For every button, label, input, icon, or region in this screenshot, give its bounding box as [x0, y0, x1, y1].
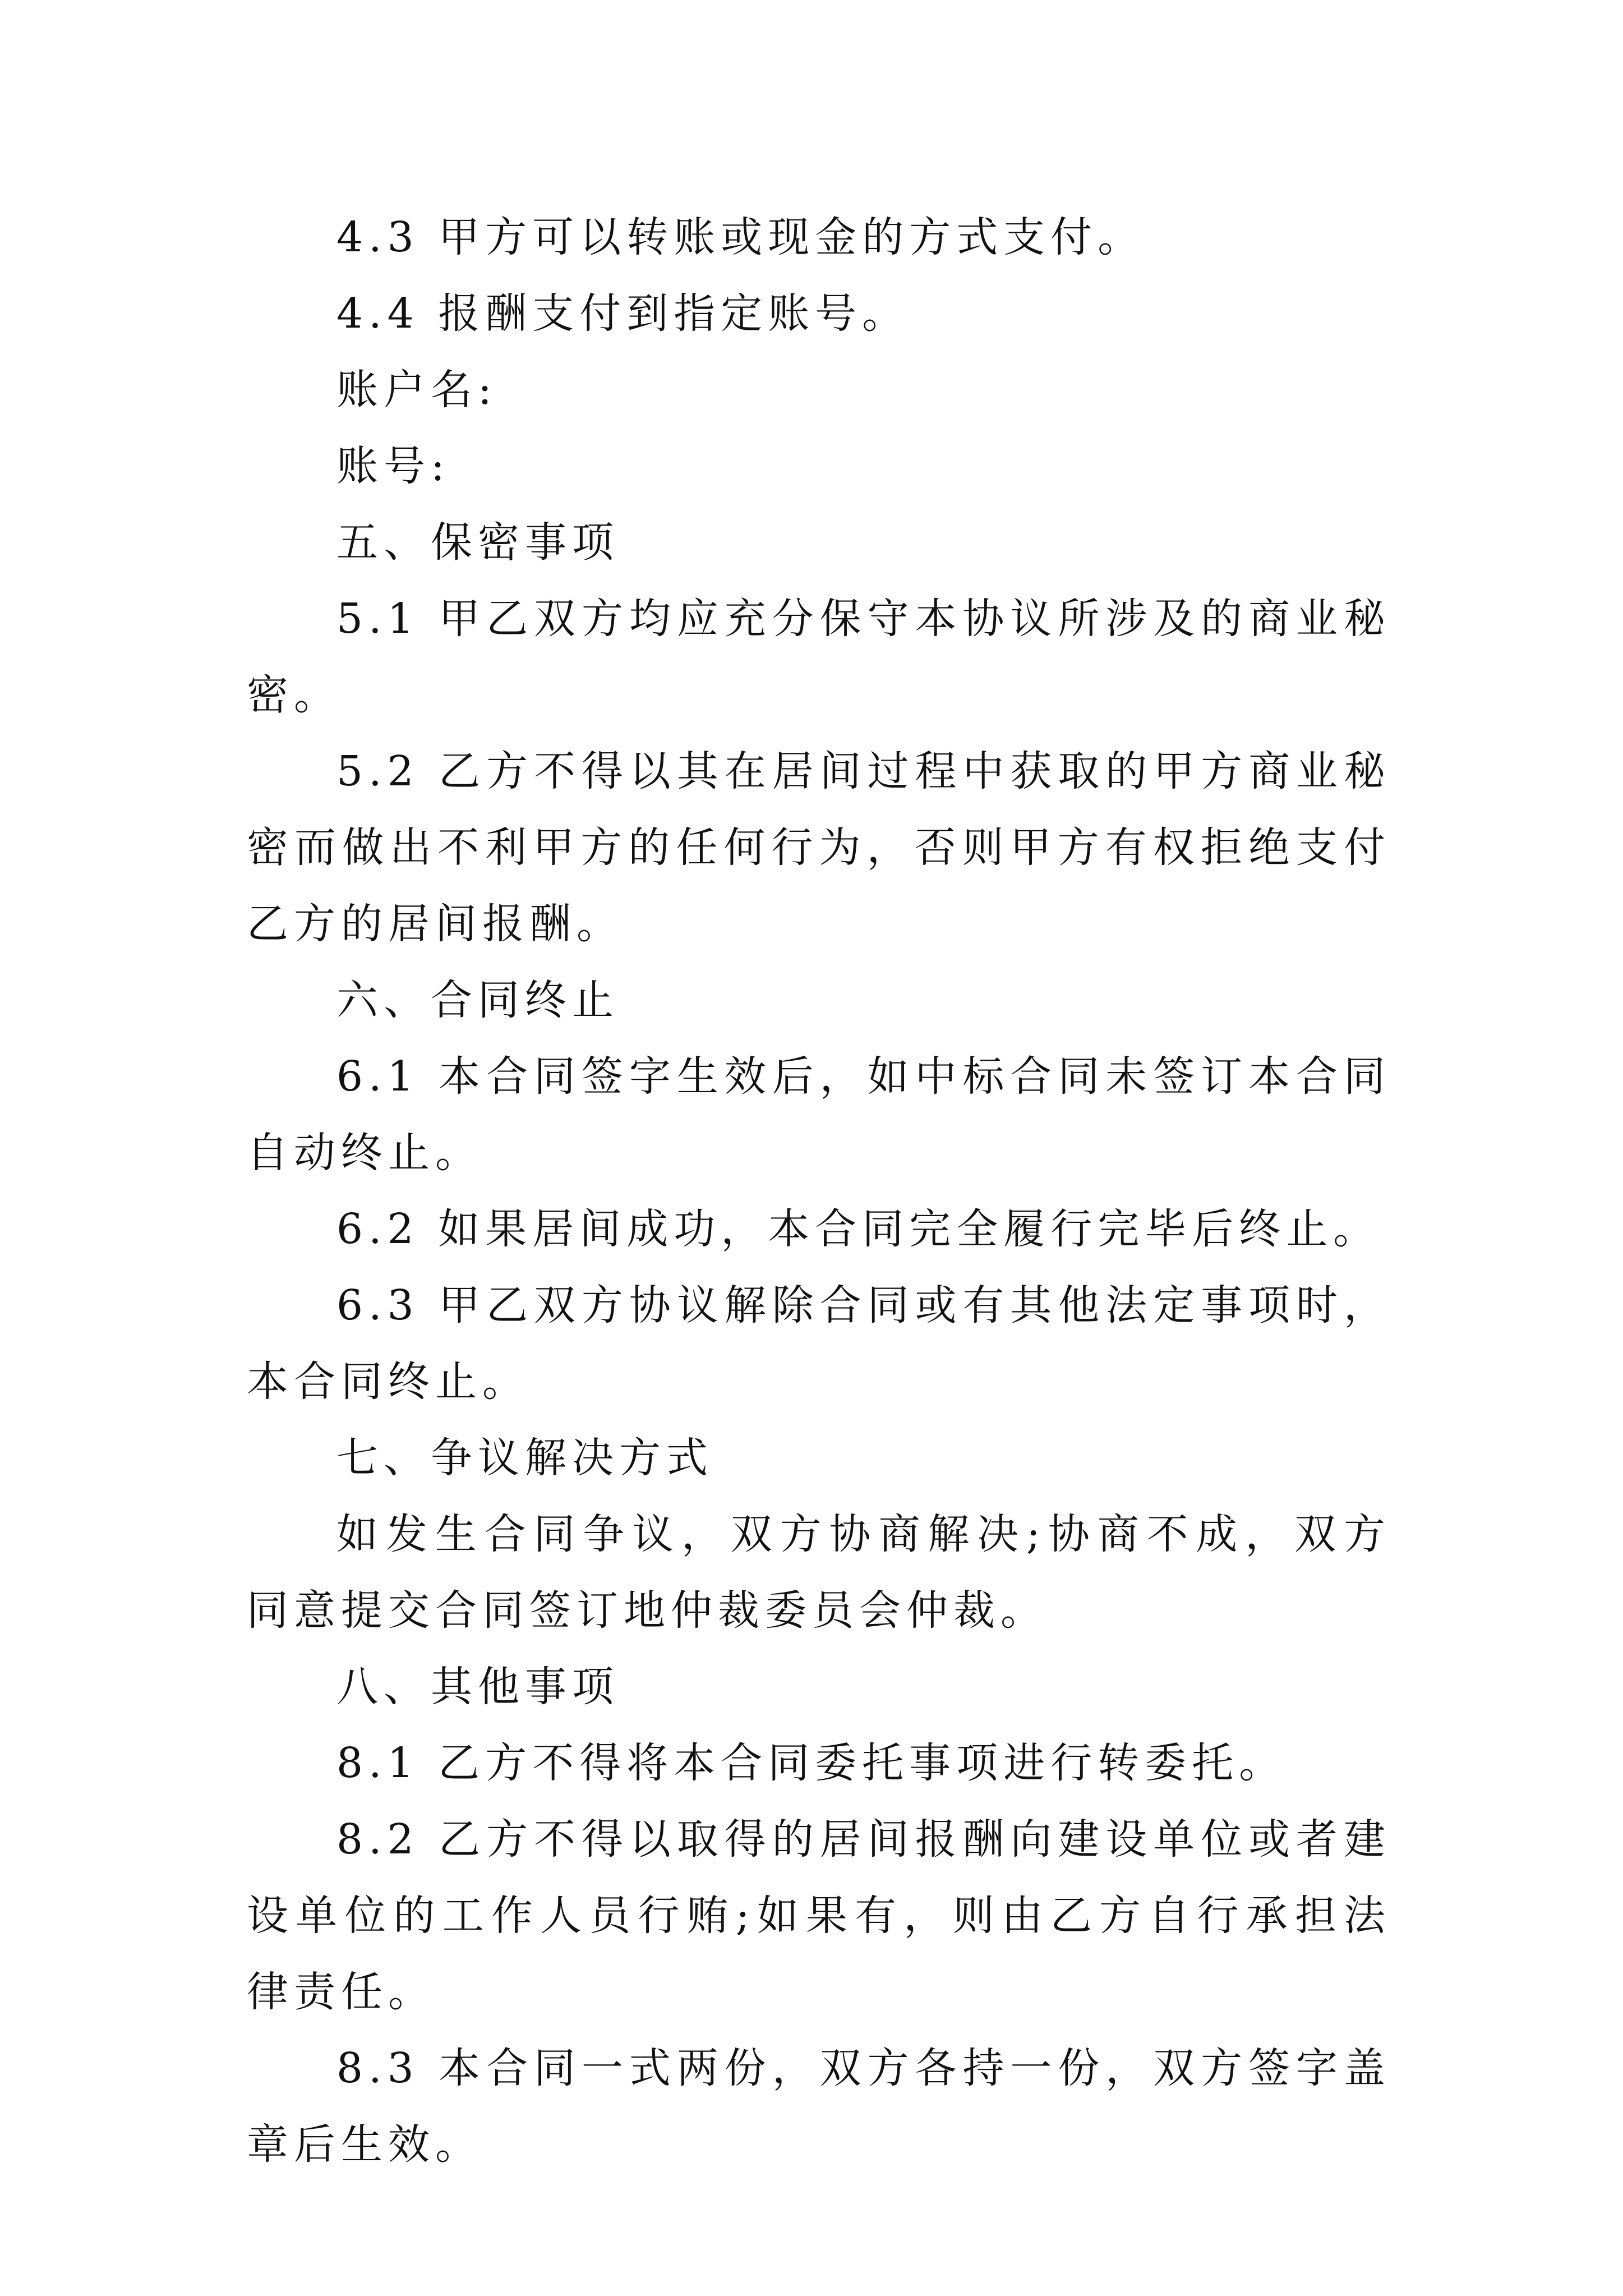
clause-8-1: 8.1 乙方不得将本合同委托事项进行转委托。	[336, 1739, 1287, 1787]
clause-6-3: 6.3 甲乙双方协议解除合同或有其他法定事项时，本合同终止。	[247, 1281, 1391, 1406]
section-heading-confidentiality: 五、保密事项	[336, 518, 619, 567]
account-name-line: 账户名:	[336, 366, 497, 414]
clause-4-4: 4.4 报酬支付到指定账号。	[336, 289, 910, 338]
clause-4-3: 4.3 甲方可以转账或现金的方式支付。	[336, 213, 1145, 261]
clause-6-1: 6.1 本合同签字生效后，如中标合同未签订本合同自动终止。	[247, 1052, 1391, 1177]
account-number-line: 账号:	[336, 442, 450, 490]
section-heading-dispute: 七、争议解决方式	[336, 1434, 713, 1482]
section-heading-termination: 六、合同终止	[336, 976, 619, 1024]
clause-8-3: 8.3 本合同一式两份，双方各持一份，双方签字盖章后生效。	[247, 2044, 1391, 2169]
clause-8-2: 8.2 乙方不得以取得的居间报酬向建设单位或者建设单位的工作人员行贿;如果有，则由乙方自行承担法律责任。	[247, 1815, 1391, 2016]
clause-6-2: 6.2 如果居间成功，本合同完全履行完毕后终止。	[336, 1205, 1381, 1253]
document-body	[247, 199, 1391, 2183]
clause-5-2: 5.2 乙方不得以其在居间过程中获取的甲方商业秘密而做出不利甲方的任何行为，否则甲方有权拒绝支付乙方的居间报酬。	[247, 747, 1391, 948]
clause-5-1: 5.1 甲乙双方均应充分保守本协议所涉及的商业秘密。	[247, 595, 1391, 719]
dispute-resolution-text: 如发生合同争议，双方协商解决;协商不成，双方同意提交合同签订地仲裁委员会仲裁。	[247, 1510, 1391, 1635]
section-heading-other: 八、其他事项	[336, 1663, 619, 1711]
